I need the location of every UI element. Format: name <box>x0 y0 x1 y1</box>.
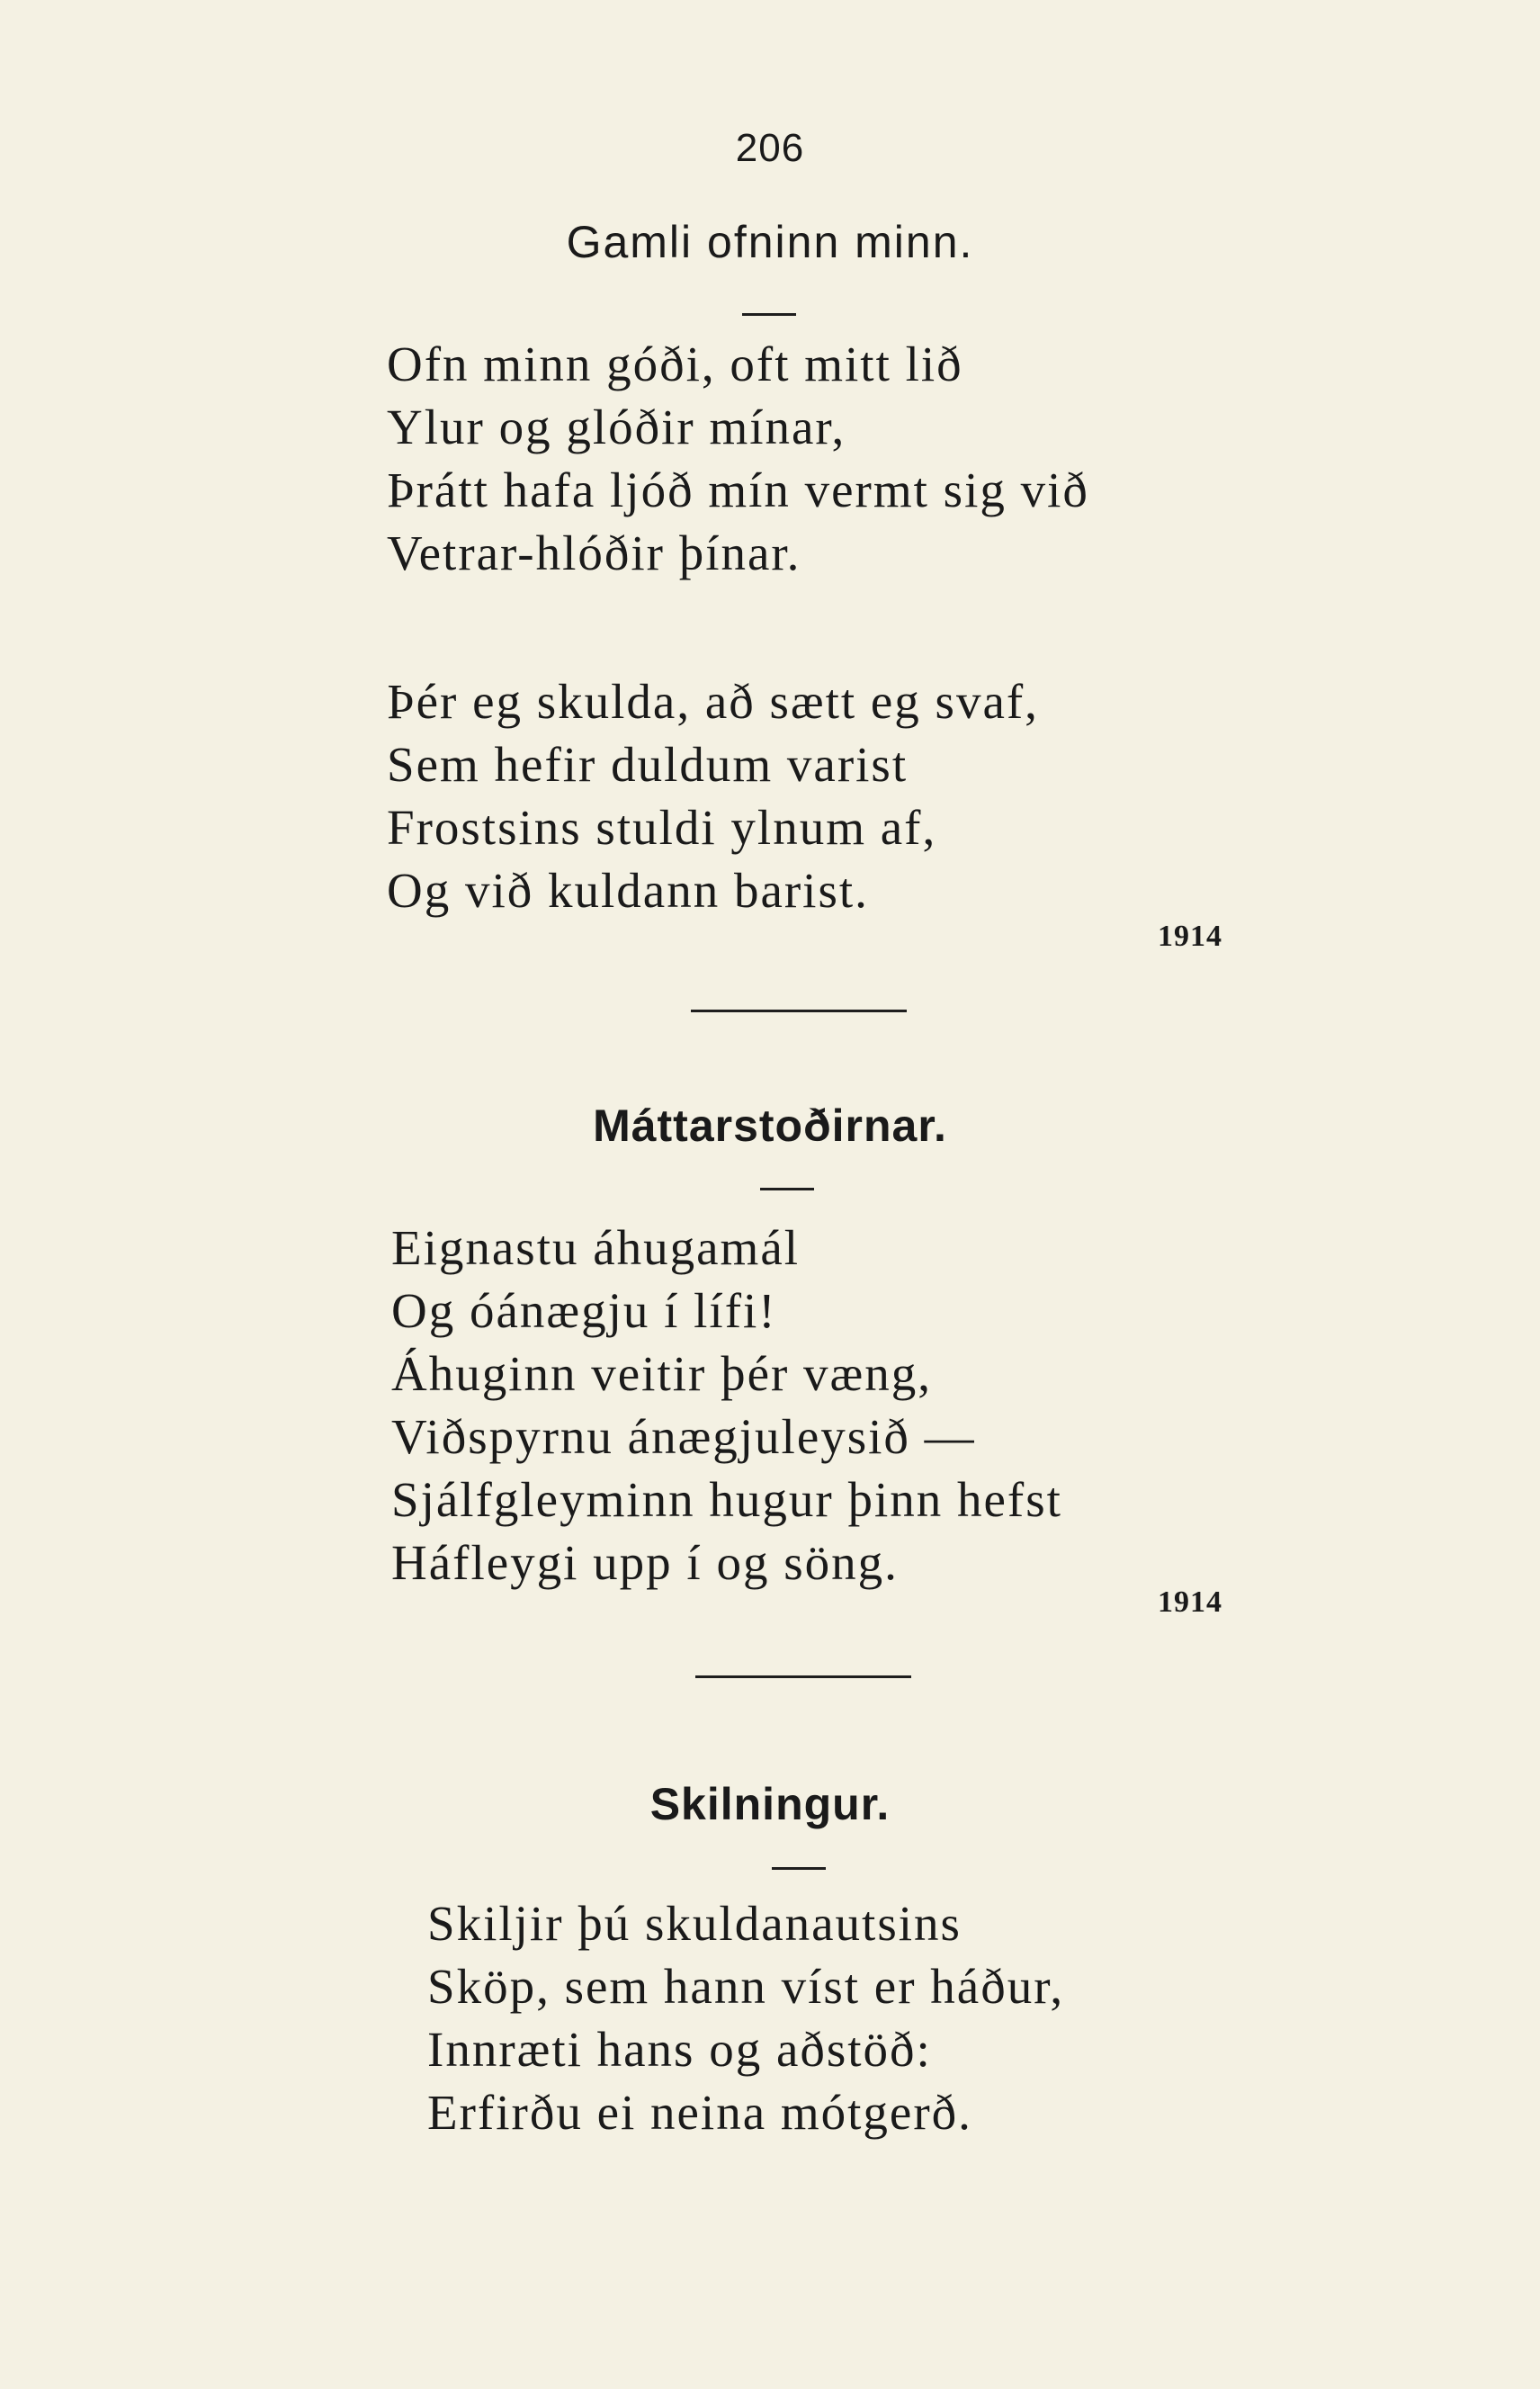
section-divider <box>695 1675 911 1678</box>
verse-line: Sköp, sem hann víst er háður, <box>427 1959 1065 2014</box>
stanza <box>391 1217 1062 1594</box>
poem-title: Gamli ofninn minn. <box>566 217 974 267</box>
title-divider <box>760 1188 814 1190</box>
verse-line: Vetrar-hlóðir þínar. <box>387 525 801 580</box>
verse-line: Áhuginn veitir þér væng, <box>391 1346 932 1401</box>
title-divider <box>772 1867 826 1870</box>
verse-line: Og við kuldann barist. <box>387 863 869 918</box>
verse-line: Ofn minn góði, oft mitt lið <box>387 337 963 391</box>
verse-line: Sjálfgleyminn hugur þinn hefst <box>391 1472 1062 1527</box>
verse-line: Eignastu áhugamál <box>391 1220 801 1275</box>
verse-line: Þrátt hafa ljóð mín vermt sig við <box>387 463 1089 517</box>
title-divider <box>742 313 796 316</box>
section-divider <box>691 1010 907 1012</box>
stanza <box>387 333 1089 585</box>
verse-line: Viðspyrnu ánægjuleysið — <box>391 1409 976 1464</box>
verse-line: Sem hefir duldum varist <box>387 737 909 792</box>
verse-line: Háfleygi upp í og söng. <box>391 1535 899 1590</box>
stanza <box>387 670 1039 922</box>
page-number: 206 <box>735 126 805 170</box>
verse-line: Skiljir þú skuldanautsins <box>427 1896 962 1951</box>
poem-title: Máttarstoðirnar. <box>593 1100 947 1151</box>
stanza <box>427 1892 1064 2144</box>
poem-date: 1914 <box>1158 1585 1222 1619</box>
verse-line: Og óánægju í lífi! <box>391 1283 777 1338</box>
poem-date: 1914 <box>1158 920 1222 953</box>
verse-line: Frostsins stuldi ylnum af, <box>387 800 937 855</box>
verse-line: Erfirðu ei neina mótgerð. <box>427 2085 972 2140</box>
verse-line: Ylur og glóðir mínar, <box>387 400 846 454</box>
poem-title: Skilningur. <box>649 1779 891 1829</box>
verse-line: Innræti hans og aðstöð: <box>427 2022 932 2077</box>
verse-line: Þér eg skulda, að sætt eg svaf, <box>387 674 1039 729</box>
